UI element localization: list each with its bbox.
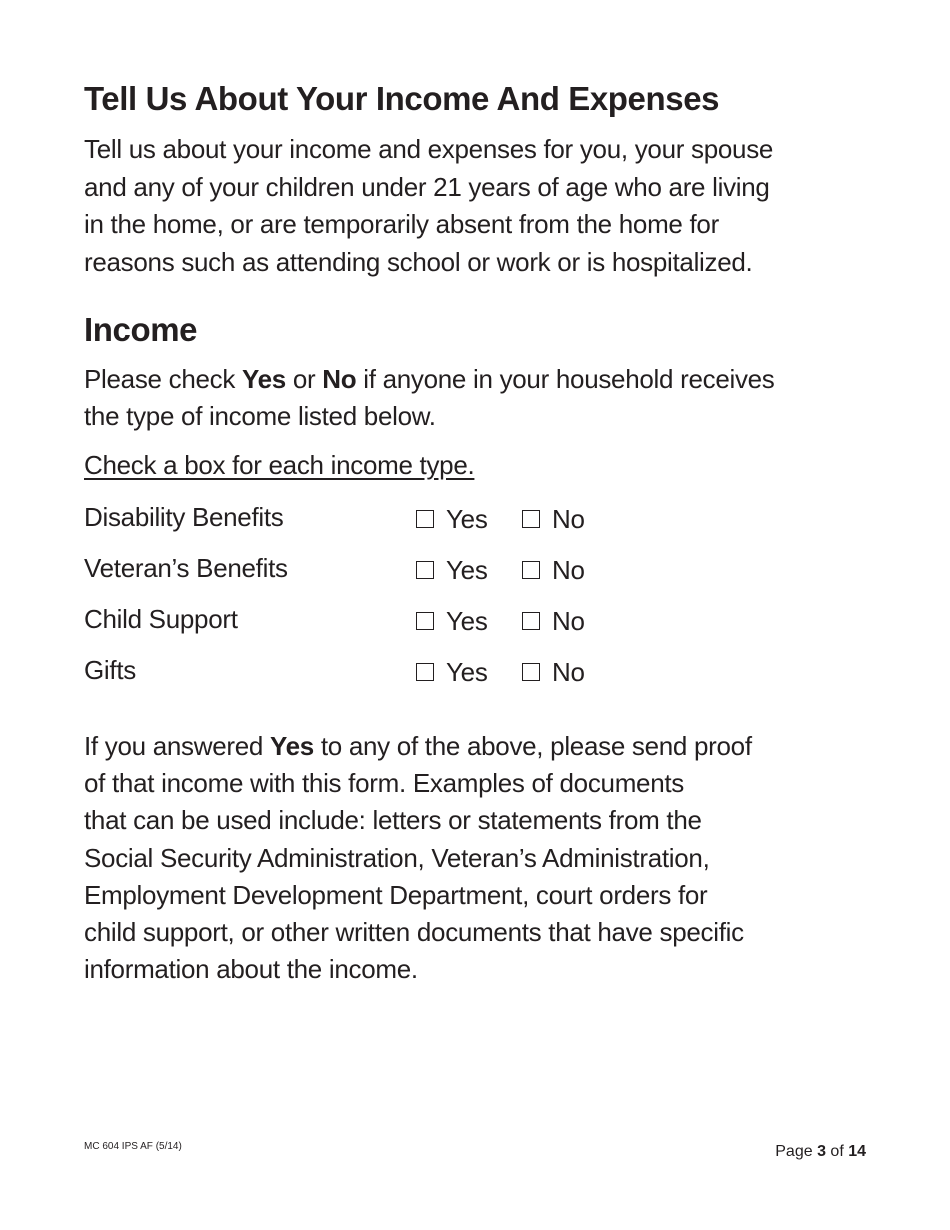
intro-line: reasons such as attending school or work or is hospitalized. bbox=[84, 246, 753, 277]
proof-line: Social Security Administration, Veteran’s Administration, bbox=[84, 842, 710, 873]
yes-label: Yes bbox=[446, 503, 488, 534]
intro-line: in the home, or are temporarily absent from the home for bbox=[84, 209, 719, 239]
proof-line: child support, or other written documents that have specific bbox=[84, 917, 744, 948]
proof-paragraph bbox=[84, 728, 874, 988]
instruction-text: Please check bbox=[84, 364, 242, 394]
income-type-label: Gifts bbox=[84, 655, 136, 685]
disability-no-option[interactable] bbox=[522, 502, 585, 536]
yes-label: Yes bbox=[446, 656, 488, 687]
proof-line: that can be used include: letters or statements from the bbox=[84, 805, 702, 836]
page-current: 3 bbox=[817, 1143, 826, 1160]
child-support-yes-option[interactable] bbox=[416, 604, 488, 638]
page-of: of bbox=[825, 1143, 849, 1160]
child-support-no-checkbox[interactable] bbox=[522, 612, 540, 630]
gifts-no-option[interactable] bbox=[522, 655, 585, 689]
veterans-no-option[interactable] bbox=[522, 553, 585, 587]
income-instructions bbox=[84, 361, 874, 435]
veterans-yes-checkbox[interactable] bbox=[416, 561, 434, 579]
proof-line: Employment Development Department, court orders for bbox=[84, 879, 708, 910]
no-label: No bbox=[552, 503, 585, 534]
proof-text: If you answered bbox=[84, 731, 270, 761]
instruction-line bbox=[84, 361, 874, 398]
disability-yes-option[interactable] bbox=[416, 502, 488, 536]
no-label: No bbox=[552, 554, 585, 585]
proof-line: of that income with this form. Examples of documents bbox=[84, 768, 684, 799]
page-number bbox=[775, 1143, 866, 1161]
instruction-yes: Yes bbox=[241, 364, 286, 394]
intro-paragraph bbox=[84, 131, 874, 281]
page-total: 14 bbox=[848, 1143, 866, 1160]
form-code: MC 604 IPS AF (5/14) bbox=[84, 1141, 182, 1152]
income-row-gifts bbox=[84, 655, 684, 689]
instruction-text: or bbox=[285, 364, 323, 394]
veterans-yes-option[interactable] bbox=[416, 553, 488, 587]
income-row-disability bbox=[84, 502, 684, 536]
income-section-title: Income bbox=[84, 311, 198, 348]
income-row-child-support bbox=[84, 604, 684, 638]
yes-label: Yes bbox=[446, 554, 488, 585]
instruction-no: No bbox=[322, 364, 357, 394]
disability-yes-checkbox[interactable] bbox=[416, 510, 434, 528]
child-support-yes-checkbox[interactable] bbox=[416, 612, 434, 630]
gifts-no-checkbox[interactable] bbox=[522, 663, 540, 681]
no-label: No bbox=[552, 605, 585, 636]
child-support-no-option[interactable] bbox=[522, 604, 585, 638]
proof-line bbox=[84, 728, 874, 765]
income-type-label: Disability Benefits bbox=[84, 502, 284, 532]
veterans-no-checkbox[interactable] bbox=[522, 561, 540, 579]
proof-text: to any of the above, please send proof bbox=[313, 731, 752, 761]
income-row-veterans bbox=[84, 553, 684, 587]
proof-yes: Yes bbox=[269, 731, 314, 761]
page-prefix: Page bbox=[775, 1143, 818, 1160]
proof-line: information about the income. bbox=[84, 954, 418, 985]
income-type-label: Child Support bbox=[84, 604, 238, 634]
gifts-yes-option[interactable] bbox=[416, 655, 488, 689]
gifts-yes-checkbox[interactable] bbox=[416, 663, 434, 681]
check-box-heading: Check a box for each income type. bbox=[84, 450, 475, 480]
disability-no-checkbox[interactable] bbox=[522, 510, 540, 528]
yes-label: Yes bbox=[446, 605, 488, 636]
no-label: No bbox=[552, 656, 585, 687]
intro-line: and any of your children under 21 years of age who are living bbox=[84, 171, 770, 202]
instruction-text: if anyone in your household receives bbox=[356, 364, 775, 394]
instruction-line-2: the type of income listed below. bbox=[84, 401, 436, 431]
intro-line: Tell us about your income and expenses for you, your spouse bbox=[84, 134, 774, 164]
page-heading: Tell Us About Your Income And Expenses bbox=[84, 80, 720, 117]
income-type-label: Veteran’s Benefits bbox=[84, 553, 288, 583]
